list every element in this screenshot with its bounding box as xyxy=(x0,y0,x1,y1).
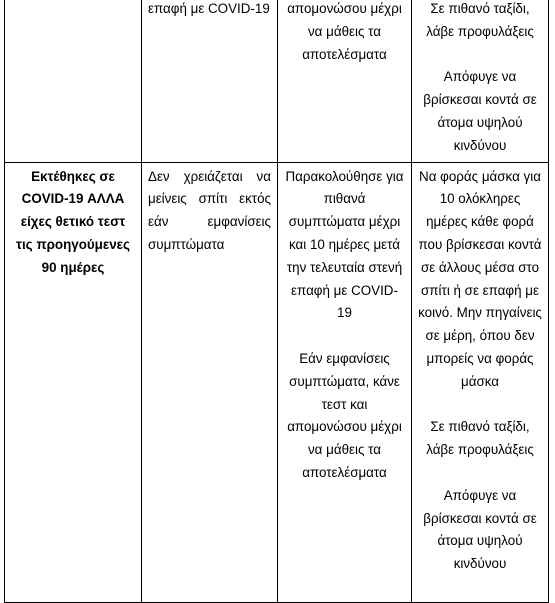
cell-exposure-situation xyxy=(5,0,142,162)
paragraph: Απόφυγε να βρίσκεσαι κοντά σε άτομα υψηλού κινδύνου xyxy=(423,69,537,153)
paragraph: Να φοράς μάσκα για 10 ολόκληρες ημέρες κάθε φορά που βρίσκεσαι κοντά σε άλλους μέσα στο σπίτι ή σε επαφή με κοινό. Μην πηγαίνεις σε μέρη, όπου δεν μπορείς να φοράς μάσκα xyxy=(418,168,542,389)
paragraph: Σε πιθανό ταξίδι, λάβε προφυλάξεις xyxy=(426,419,534,458)
cell-text: Δεν χρειάζεται να μείνεις σπίτι εκτός εάν εμφανίσεις συμπτώματα xyxy=(148,168,271,252)
table-row xyxy=(5,0,549,162)
paragraph: Σε πιθανό ταξίδι, λάβε προφυλάξεις xyxy=(426,1,534,39)
cell-precautions xyxy=(412,0,549,162)
cell-text: επαφή με COVID-19 xyxy=(148,1,270,16)
cell-text: Εκτέθηκες σε COVID-19 ΑΛΛΑ είχες θετικό τεστ τις προηγούμενες 90 ημέρες xyxy=(15,168,130,275)
cell-stay-home xyxy=(142,162,278,602)
cell-exposure-situation xyxy=(5,162,142,602)
cell-precautions xyxy=(412,162,549,602)
cell-text: απομονώσου μέχρι να μάθεις τα αποτελέσματα xyxy=(287,1,402,62)
covid-guidance-table xyxy=(4,0,549,603)
cell-monitor-symptoms xyxy=(278,0,412,162)
guidance-table-wrapper xyxy=(4,0,548,603)
paragraph: Απόφυγε να βρίσκεσαι κοντά σε άτομα υψηλού κινδύνου xyxy=(423,487,537,572)
cell-monitor-symptoms xyxy=(278,162,412,602)
table-row xyxy=(5,162,549,602)
cell-stay-home xyxy=(142,0,278,162)
paragraph: Παρακολούθησε για πιθανά συμπτώματα μέχρι και 10 ημέρες μετά την τελευταία στενή επαφή με COVID-19 xyxy=(285,168,404,321)
paragraph: Εάν εμφανίσεις συμπτώματα, κάνε τεστ και απομονώσου μέχρι να μάθεις τα αποτελέσματα xyxy=(287,350,402,480)
